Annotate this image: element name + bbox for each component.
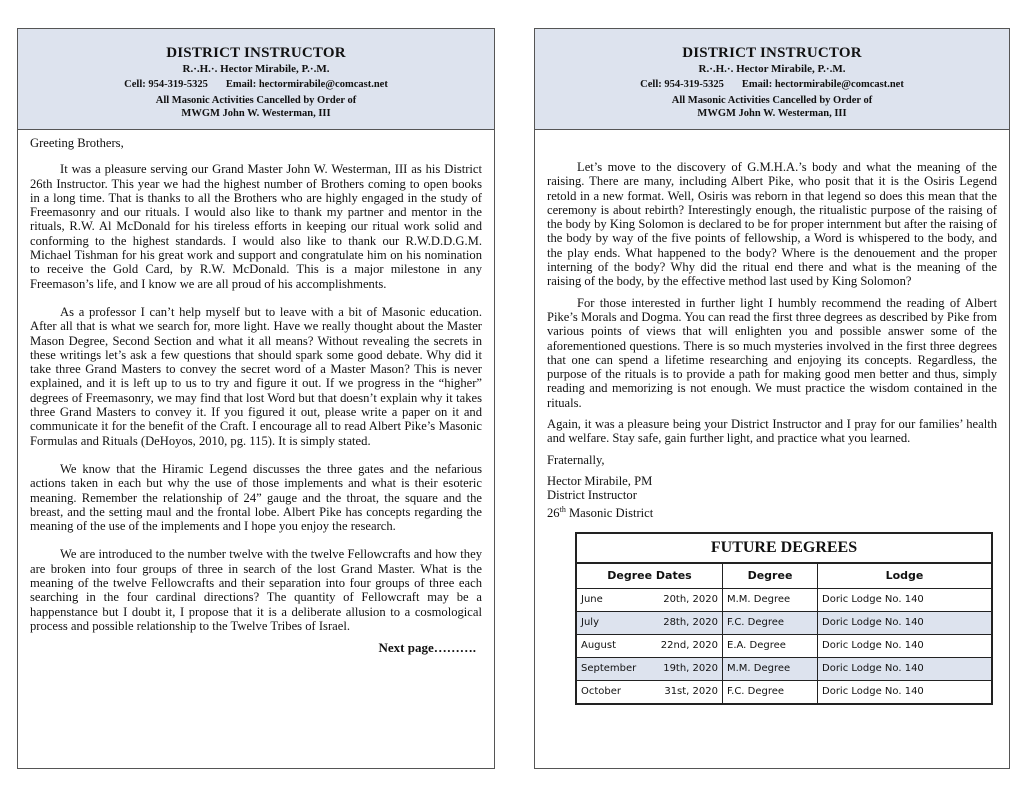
degree-cell: M.M. Degree — [723, 589, 818, 612]
notice-line-1: All Masonic Activities Cancelled by Order of — [671, 95, 873, 106]
header — [18, 29, 494, 130]
notice-line-2: MWGM John W. Westerman, III — [697, 108, 847, 119]
next-page-link: Next page………. — [378, 640, 476, 656]
header-name: R.·.H.·. Hector Mirabile, P.·.M. — [698, 63, 846, 75]
future-degrees-table — [575, 532, 993, 705]
table-row — [577, 612, 991, 635]
lodge-cell: Doric Lodge No. 140 — [818, 589, 992, 612]
signature-role: District Instructor — [547, 488, 637, 503]
date: 20th, 2020 — [663, 593, 718, 605]
header — [535, 29, 1009, 130]
signature-name: Hector Mirabile, PM — [547, 473, 653, 488]
date: 22nd, 2020 — [660, 639, 718, 651]
header-title: DISTRICT INSTRUCTOR — [166, 45, 346, 61]
lodge-cell: Doric Lodge No. 140 — [818, 635, 992, 658]
header-email: Email: hectormirabile@comcast.net — [225, 79, 388, 90]
notice-line-2: MWGM John W. Westerman, III — [181, 108, 331, 119]
month: July — [581, 616, 599, 628]
district-number: 26 — [547, 505, 560, 520]
header-contact — [535, 77, 1009, 92]
closing: Fraternally, — [547, 452, 605, 467]
district-text: Masonic District — [565, 505, 654, 520]
date: 28th, 2020 — [663, 616, 718, 628]
paragraph: It was a pleasure serving our Grand Master John W. Westerman, III as his District 26th Instructor. This year we had the highest number of Brothers coming to open books in a long time. That is thanks to all the Brothers who are highly engaged in the study of Freemasonry and our rituals. I would also like to thank my partner and mentor in the rituals, R.W. Al McDonald for his tireless efforts in keeping our ritual work solid and conforming to the highest standards. I would also like to thank our R.W.D.D.G.M. Michael Tishman for his great work and support and congratulate him on his nomination to receive the Gold Card, by R.W. McDonald. This is a major milestone in any Freemason’s life, and I know we are all proud of his accomplishments. — [30, 162, 482, 291]
table-row — [577, 589, 991, 612]
header-notice — [535, 94, 1009, 120]
left-body — [18, 130, 494, 656]
date: 31st, 2020 — [664, 685, 718, 697]
col-header-dates: Degree Dates — [577, 564, 723, 589]
date-cell — [577, 681, 723, 704]
col-header-lodge: Lodge — [818, 564, 992, 589]
month: September — [581, 662, 637, 674]
greeting: Greeting Brothers, — [30, 136, 124, 150]
table-row — [577, 658, 991, 681]
header-email: Email: hectormirabile@comcast.net — [741, 79, 904, 90]
header-title: DISTRICT INSTRUCTOR — [682, 45, 862, 61]
signature-district — [547, 503, 997, 520]
header-cell: Cell: 954-319-5325 — [640, 79, 724, 90]
lodge-cell: Doric Lodge No. 140 — [818, 612, 992, 635]
header-name: R.·.H.·. Hector Mirabile, P.·.M. — [182, 63, 330, 75]
left-page — [17, 28, 495, 769]
degree-cell: F.C. Degree — [723, 612, 818, 635]
date-cell — [577, 658, 723, 681]
paragraph: Let’s move to the discovery of G.M.H.A.’s body and what the meaning of the raising. There are many, including Albert Pike, who posit that it is the Osiris Legend retold in a new format. Well, Osiris was reborn in that legend so does this mean that the ceremony is about rebirth? Interestingly enough, the ritualistic purpose of the raising of the body by King Solomon is declared to be for proper internment but after the raising of the body by way of the five points of fellowship, a Word is whispered to the body, and the play ends. What happened to the body? Where is the denouement and the proper interning of the body? Why did the ritual end there and what is the meaning of the raising of the body, by the effective method last used by King Solomon? — [547, 160, 997, 289]
degree-cell: F.C. Degree — [723, 681, 818, 704]
lodge-cell: Doric Lodge No. 140 — [818, 658, 992, 681]
right-body — [535, 130, 1009, 705]
notice-line-1: All Masonic Activities Cancelled by Order of — [155, 95, 357, 106]
month: June — [581, 593, 603, 605]
paragraph: Again, it was a pleasure being your District Instructor and I pray for our families’ health and welfare. Stay safe, gain further light, and practice what you learned. — [547, 417, 997, 446]
date-cell — [577, 635, 723, 658]
degrees-grid — [577, 564, 991, 703]
future-degrees-title: FUTURE DEGREES — [577, 534, 991, 564]
table-row — [577, 635, 991, 658]
paragraph: We are introduced to the number twelve with the twelve Fellowcrafts and how they are broken into four groups of three in search of the lost Grand Master. What is the meaning of the twelve Fellowcrafts and their separation into four groups of three each searching in the four cardinal directions? The quantity of Fellowcraft may be a happenstance but I doubt it, I propose that it is a deliberate allusion to a cosmological process and possible relationship to the Twelve Tribes of Israel. — [30, 547, 482, 633]
signature — [547, 474, 997, 520]
month: August — [581, 639, 616, 651]
district-suffix: th — [559, 504, 566, 514]
lodge-cell: Doric Lodge No. 140 — [822, 685, 924, 697]
date: 19th, 2020 — [663, 662, 718, 674]
table-row — [577, 681, 991, 704]
date-cell — [577, 612, 723, 635]
degree-cell: M.M. Degree — [723, 658, 818, 681]
paragraph: We know that the Hiramic Legend discusses the three gates and the nefarious actions taken in each but why the use of those implements and what is their esoteric meaning. Remember the relationship of 24” gauge and the throat, the square and the breast, and the setting maul and the frontal lobe. Albert Pike has concepts regarding the meaning of the use of the implements and I hope you enjoy the research. — [30, 461, 482, 534]
paragraph: For those interested in further light I humbly recommend the reading of Albert Pike’s Morals and Dogma. You can read the first three degrees as described by Pike from various points of views that will enlighten you and possible answer some of the aforementioned questions. There is so much mysteries involved in the first three degrees that one can spend a lifetime researching and enjoying its concepts. Regardless, the purpose of the rituals is to provide a path for making good men better and thus, simply reading and memorizing is not enough. We must practice the wisdom contained in the rituals. — [547, 295, 997, 410]
header-cell: Cell: 954-319-5325 — [124, 79, 208, 90]
paragraph: As a professor I can’t help myself but to leave with a bit of Masonic education. After all that is what we search for, more light. Have we really thought about the Master Mason Degree, Second Section and what it all means? Without revealing the secrets in these writings let’s ask a few questions that should spark some good debate. Why did it take three Grand Masters to convey the secret word of a Master Mason? This is never explained, and it is left up to us to try and figure it out. If we progress in the “higher” degrees of Freemasonry, we may find that lost Word but that doesn’t explain why it takes three Grand Masters to convey it. If you figured it out, please write a paper on it and communicate it for the benefit of the Craft. I encourage all to read Albert Pike’s Masonic Formulas and Rituals (DeHoyos, 2010, pg. 115). It is simply stated. — [30, 304, 482, 448]
date-cell — [577, 589, 723, 612]
header-notice — [18, 94, 494, 120]
right-page — [534, 28, 1010, 769]
col-header-degree: Degree — [723, 564, 818, 589]
month: October — [581, 685, 622, 697]
degree-cell: E.A. Degree — [723, 635, 818, 658]
header-contact — [18, 77, 494, 92]
